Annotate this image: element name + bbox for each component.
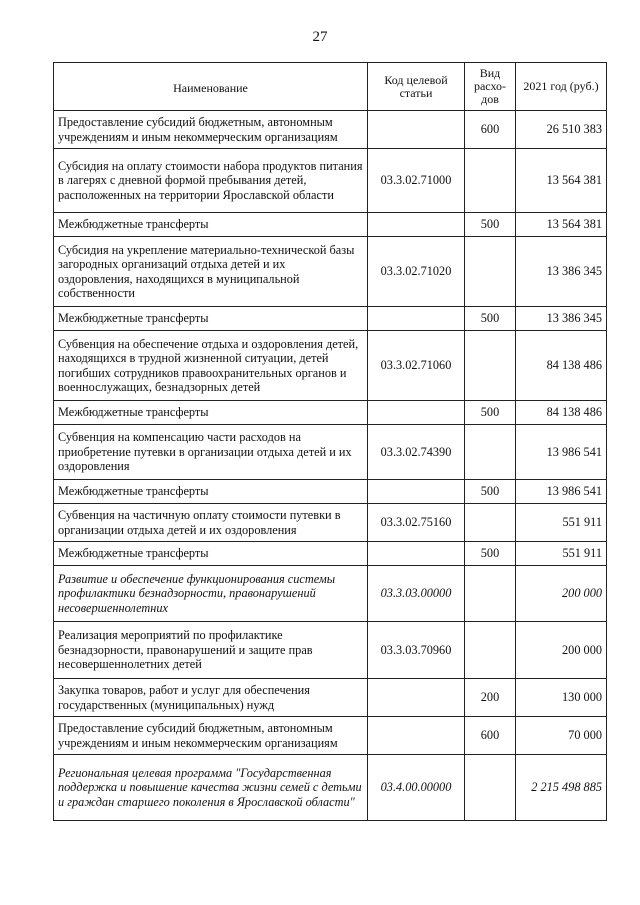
table-row xyxy=(54,331,607,401)
cell-name: Межбюджетные трансферты xyxy=(54,401,368,425)
cell-name: Реализация мероприятий по профилактике безнадзорности, правонарушений и защите прав несовершеннолетних детей xyxy=(54,622,368,679)
cell-name: Межбюджетные трансферты xyxy=(54,213,368,237)
cell-amount: 84 138 486 xyxy=(516,401,607,425)
cell-type xyxy=(465,755,516,821)
table-row xyxy=(54,401,607,425)
cell-code xyxy=(368,307,465,331)
cell-code: 03.3.03.00000 xyxy=(368,566,465,622)
header-type: Вид расхо-дов xyxy=(465,63,516,111)
table-row xyxy=(54,111,607,149)
cell-code xyxy=(368,542,465,566)
header-code: Код целевой статьи xyxy=(368,63,465,111)
cell-amount: 13 986 541 xyxy=(516,480,607,504)
cell-amount: 2 215 498 885 xyxy=(516,755,607,821)
header-amount: 2021 год (руб.) xyxy=(516,63,607,111)
table-row xyxy=(54,542,607,566)
cell-type xyxy=(465,566,516,622)
table-row xyxy=(54,679,607,717)
cell-type: 500 xyxy=(465,480,516,504)
cell-type: 600 xyxy=(465,717,516,755)
cell-code: 03.3.02.71000 xyxy=(368,149,465,213)
cell-type: 500 xyxy=(465,213,516,237)
cell-name: Субвенция на частичную оплату стоимости путевки в организации отдыха детей и их оздоровления xyxy=(54,504,368,542)
cell-name: Субсидия на укрепление материально-технической базы загородных организаций отдыха детей и их оздоровления, находящихся в муниципальной собственности xyxy=(54,237,368,307)
table-body xyxy=(54,111,607,821)
table-row xyxy=(54,622,607,679)
table-row xyxy=(54,237,607,307)
cell-amount: 84 138 486 xyxy=(516,331,607,401)
header-name: Наименование xyxy=(54,63,368,111)
cell-code: 03.3.02.71060 xyxy=(368,331,465,401)
table-row xyxy=(54,504,607,542)
table-row xyxy=(54,425,607,480)
cell-code: 03.3.02.74390 xyxy=(368,425,465,480)
cell-name: Межбюджетные трансферты xyxy=(54,307,368,331)
cell-type: 500 xyxy=(465,307,516,331)
cell-name: Предоставление субсидий бюджетным, автономным учреждениям и иным некоммерческим организациям xyxy=(54,111,368,149)
table-row xyxy=(54,755,607,821)
cell-type xyxy=(465,149,516,213)
cell-name: Субвенция на компенсацию части расходов на приобретение путевки в организации отдыха детей и их оздоровления xyxy=(54,425,368,480)
cell-name: Предоставление субсидий бюджетным, автономным учреждениям и иным некоммерческим организациям xyxy=(54,717,368,755)
cell-type: 200 xyxy=(465,679,516,717)
cell-code xyxy=(368,679,465,717)
cell-type xyxy=(465,622,516,679)
table-row xyxy=(54,566,607,622)
cell-amount: 13 386 345 xyxy=(516,307,607,331)
cell-type: 500 xyxy=(465,401,516,425)
cell-name: Межбюджетные трансферты xyxy=(54,480,368,504)
page-number: 27 xyxy=(312,29,328,45)
cell-amount: 26 510 383 xyxy=(516,111,607,149)
cell-code xyxy=(368,401,465,425)
cell-amount: 551 911 xyxy=(516,542,607,566)
cell-code: 03.3.02.75160 xyxy=(368,504,465,542)
budget-table xyxy=(53,62,607,821)
table-row xyxy=(54,213,607,237)
table-row xyxy=(54,307,607,331)
header-row xyxy=(54,63,607,111)
cell-type: 600 xyxy=(465,111,516,149)
cell-code: 03.3.03.70960 xyxy=(368,622,465,679)
cell-name: Региональная целевая программа "Государственная поддержка и повышение качества жизни семей с детьми и граждан старшего поколения в Ярославской области" xyxy=(54,755,368,821)
cell-name: Субсидия на оплату стоимости набора продуктов питания в лагерях с дневной формой пребывания детей, расположенных на территории Ярославской области xyxy=(54,149,368,213)
cell-code: 03.3.02.71020 xyxy=(368,237,465,307)
cell-amount: 13 564 381 xyxy=(516,213,607,237)
cell-type: 500 xyxy=(465,542,516,566)
cell-amount: 200 000 xyxy=(516,566,607,622)
cell-type xyxy=(465,237,516,307)
cell-name: Развитие и обеспечение функционирования системы профилактики безнадзорности, правонарушений несовершеннолетних xyxy=(54,566,368,622)
table-row xyxy=(54,480,607,504)
cell-code xyxy=(368,213,465,237)
cell-amount: 13 564 381 xyxy=(516,149,607,213)
cell-type xyxy=(465,425,516,480)
cell-code xyxy=(368,111,465,149)
cell-code xyxy=(368,480,465,504)
cell-type xyxy=(465,504,516,542)
table-row xyxy=(54,149,607,213)
cell-amount: 13 986 541 xyxy=(516,425,607,480)
cell-type xyxy=(465,331,516,401)
table-row xyxy=(54,717,607,755)
table-header xyxy=(54,63,607,111)
cell-code xyxy=(368,717,465,755)
cell-amount: 551 911 xyxy=(516,504,607,542)
cell-name: Закупка товаров, работ и услуг для обеспечения государственных (муниципальных) нужд xyxy=(54,679,368,717)
cell-amount: 130 000 xyxy=(516,679,607,717)
cell-name: Межбюджетные трансферты xyxy=(54,542,368,566)
cell-amount: 200 000 xyxy=(516,622,607,679)
cell-amount: 13 386 345 xyxy=(516,237,607,307)
cell-code: 03.4.00.00000 xyxy=(368,755,465,821)
cell-name: Субвенция на обеспечение отдыха и оздоровления детей, находящихся в трудной жизненной ситуации, детей погибших сотрудников правоохранительных органов и военнослужащих, безнадзорных детей xyxy=(54,331,368,401)
cell-amount: 70 000 xyxy=(516,717,607,755)
